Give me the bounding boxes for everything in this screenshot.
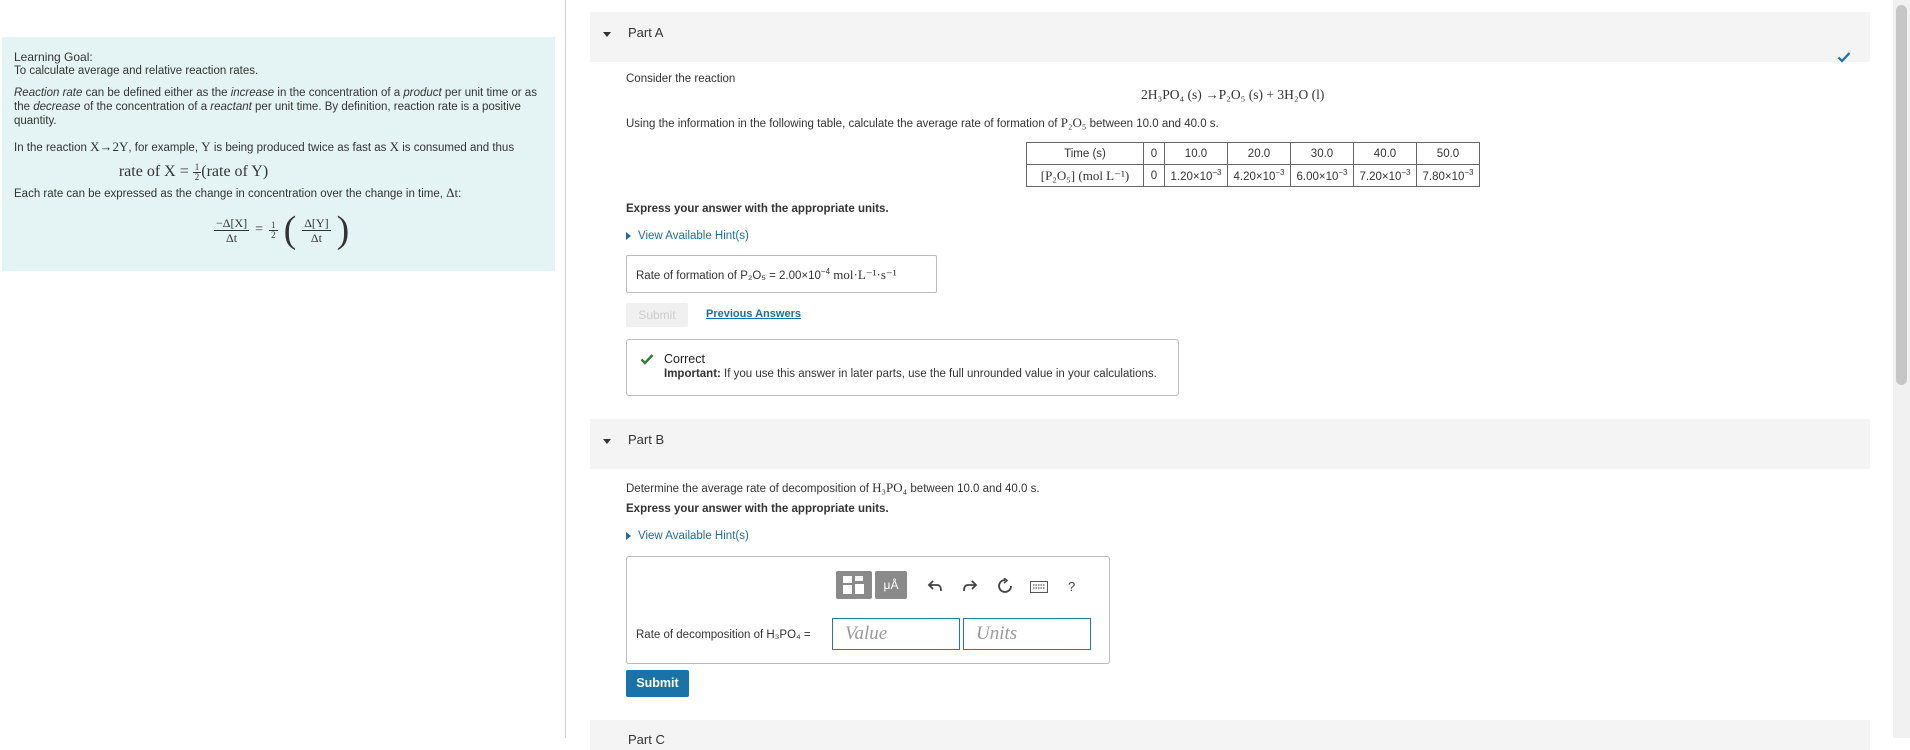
part-a-express: Express your answer with the appropriate units.: [626, 203, 889, 215]
table-cell: $6.00\times 10^{-3}$: [1291, 165, 1354, 187]
previous-answers-link[interactable]: Previous Answers: [706, 308, 801, 320]
term-reaction-rate: Reaction rate: [14, 87, 83, 99]
rate-change-formula: $\frac{-\Delta[X]}{\Delta t}$ = $\frac{1}{2}$ ( $\frac{\Delta[Y]}{\Delta t}$ ): [216, 209, 350, 251]
table-cell: $7.20\times 10^{-3}$: [1354, 165, 1417, 187]
expand-arrow-icon: [626, 532, 631, 540]
reset-icon[interactable]: [997, 578, 1013, 594]
part-a-submit-button[interactable]: Submit: [626, 303, 688, 327]
learning-goal-panel: [2, 37, 555, 271]
scrollbar-thumb[interactable]: [1896, 5, 1907, 385]
expand-arrow-icon: [626, 232, 631, 240]
table-cell: 0: [1144, 165, 1165, 187]
correct-check-icon: [640, 353, 654, 365]
part-c-header[interactable]: [590, 720, 1870, 750]
table-cell: $4.20\times 10^{-3}$: [1228, 165, 1291, 187]
part-b-question: Determine the average rate of decomposition of H₃PO₄ between 10.0 and 40.0 s.: [626, 480, 1040, 495]
table-cell: 20.0: [1228, 143, 1291, 165]
help-button[interactable]: ?: [1068, 579, 1076, 594]
templates-icon: [836, 571, 872, 599]
correct-feedback-box: [626, 339, 1179, 396]
consider-text: Consider the reaction: [626, 73, 736, 85]
correct-title: Correct: [664, 352, 705, 366]
part-b-hint-link[interactable]: View Available Hint(s): [626, 530, 749, 542]
reaction-equation: 2H₃PO₄ (s) →P₂O₅ (s) + 3H₂O (l): [1141, 87, 1325, 102]
part-b-label: Part B: [628, 432, 665, 447]
units-tool-button[interactable]: μÅ: [875, 571, 907, 599]
table-header-time: Time (s): [1027, 143, 1144, 165]
part-a-question: Using the information in the following table, calculate the average rate of formation of P₂O₅ between 10.0 and 40.0 s.: [626, 115, 1219, 130]
part-a-header[interactable]: [590, 12, 1870, 62]
table-header-concentration: [P₂O₅] (mol L⁻¹): [1027, 165, 1144, 187]
table-cell: 50.0: [1417, 143, 1480, 165]
part-b-express: Express your answer with the appropriate units.: [626, 503, 889, 515]
rate-relation-formula: rate of X = $\frac{1}{2}$ (rate of Y): [118, 162, 269, 182]
table-cell: 0: [1144, 143, 1165, 165]
part-b-answer-box: [626, 556, 1110, 664]
collapse-triangle-icon[interactable]: [603, 439, 611, 444]
check-icon: [1837, 51, 1851, 63]
panel-divider: [565, 0, 566, 738]
goal-definition: Reaction rate can be defined either as the increase in the concentration of a product per unit time or as the decrease of the concentration of a reactant per unit time. By definition, reaction rate is a positive quantity.: [14, 87, 537, 127]
table-row: [1027, 143, 1480, 165]
part-a-answer-box: [626, 255, 937, 293]
part-b-header[interactable]: [590, 419, 1870, 469]
goal-subtitle: To calculate average and relative reaction rates.: [14, 65, 259, 77]
templates-button[interactable]: [836, 571, 872, 599]
table-cell: 10.0: [1165, 143, 1228, 165]
part-a-answer: Rate of formation of $P_2O_5 = 2.00\times 10^{-4}$ mol·L⁻¹·s⁻¹: [636, 267, 897, 282]
table-cell: 40.0: [1354, 143, 1417, 165]
table-cell: $1.20\times 10^{-3}$: [1165, 165, 1228, 187]
table-cell: 30.0: [1291, 143, 1354, 165]
value-input[interactable]: Value: [832, 618, 960, 650]
goal-example: In the reaction X→2Y, for example, Y is being produced twice as fast as X is consumed and thus: [14, 139, 515, 154]
part-c-label: Part C: [628, 732, 665, 747]
part-a-hint-link[interactable]: View Available Hint(s): [626, 230, 749, 242]
part-b-submit-button[interactable]: Submit: [626, 670, 689, 697]
undo-icon[interactable]: [927, 579, 943, 593]
part-b-answer-label: Rate of decomposition of H₃PO₄ =: [636, 629, 811, 641]
redo-icon[interactable]: [962, 579, 978, 593]
goal-title: Learning Goal:: [14, 50, 93, 64]
goal-expression-note: Each rate can be expressed as the change in concentration over the change in time, Δt:: [14, 185, 462, 200]
units-input[interactable]: Units: [963, 618, 1091, 650]
important-note: Important: If you use this answer in later parts, use the full unrounded value in your calculations.: [664, 368, 1157, 380]
data-table: [1026, 142, 1480, 187]
table-row: [1027, 165, 1480, 187]
table-cell: $7.80\times 10^{-3}$: [1417, 165, 1480, 187]
collapse-triangle-icon[interactable]: [603, 32, 611, 37]
keyboard-icon[interactable]: [1030, 581, 1048, 593]
part-a-label: Part A: [628, 25, 664, 40]
